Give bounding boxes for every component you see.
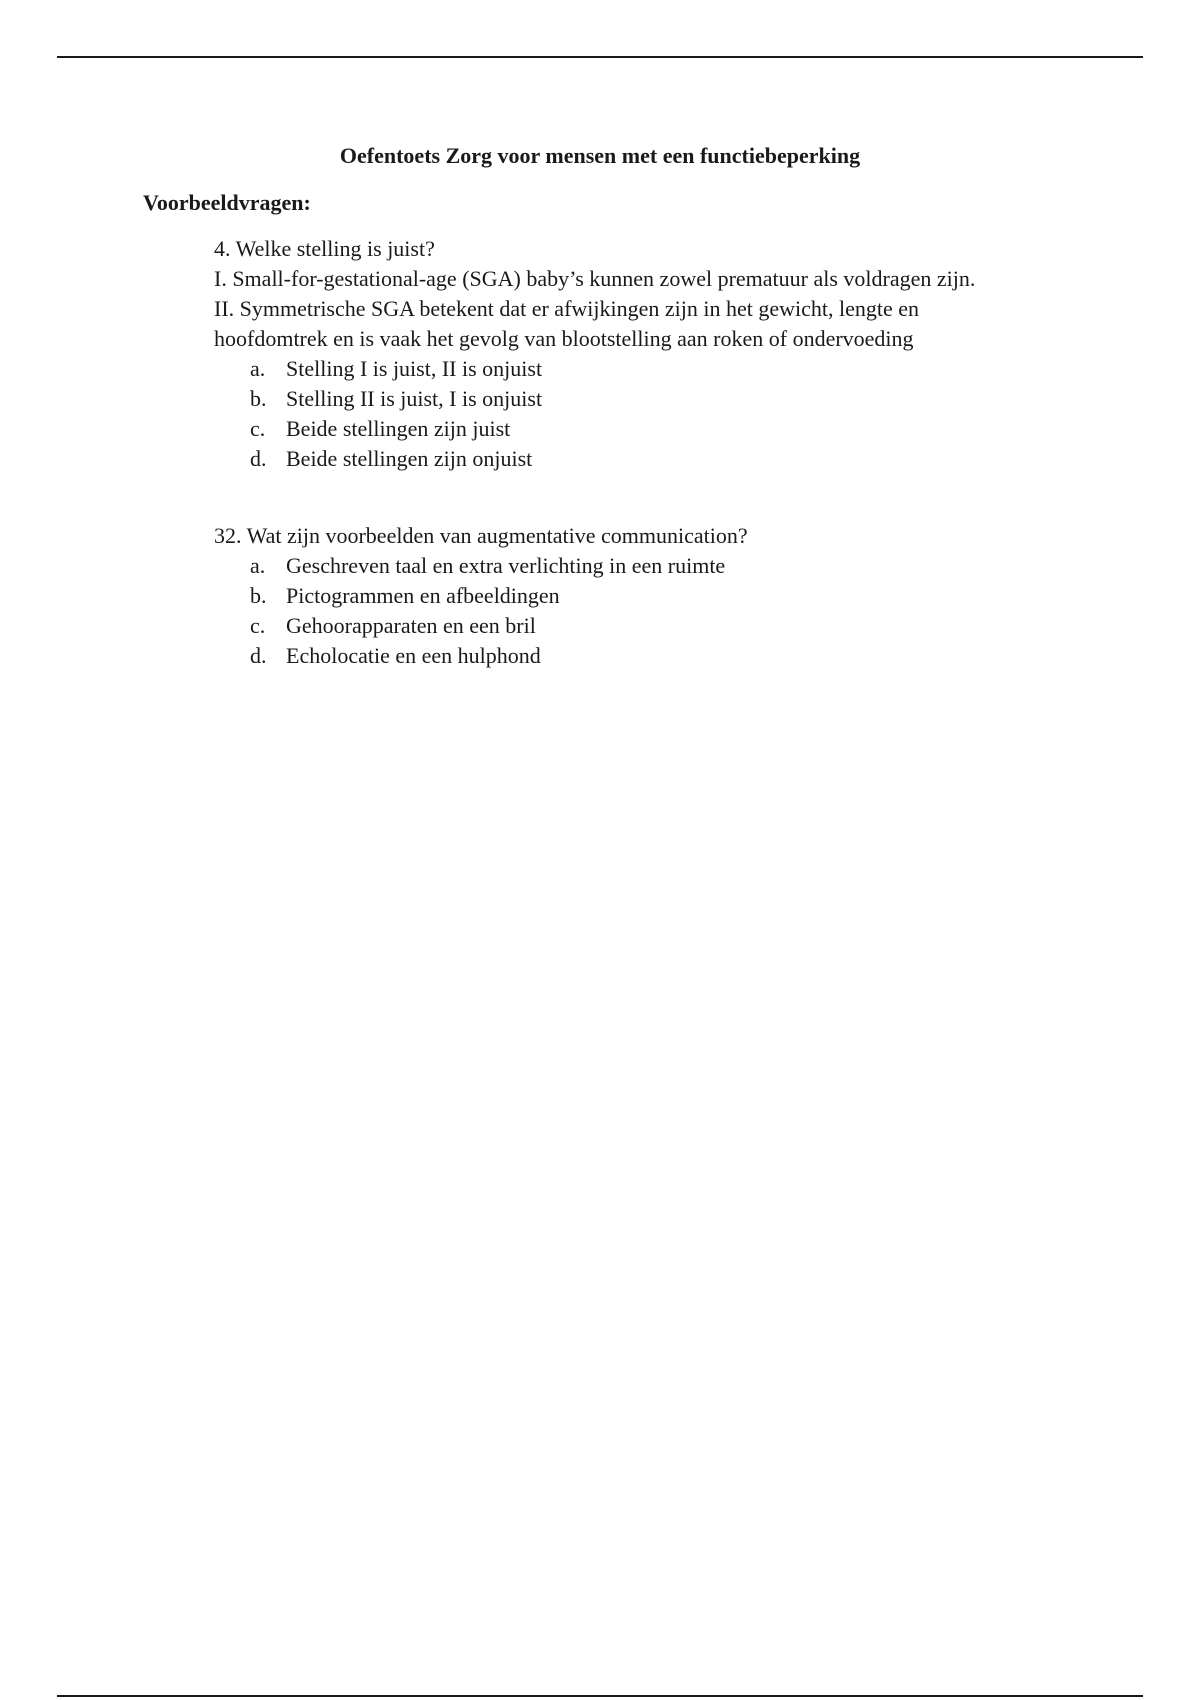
question-32-prompt: 32. Wat zijn voorbeelden van augmentative communication? <box>214 523 748 548</box>
option-b <box>214 581 1114 611</box>
option-letter: a. <box>250 356 266 381</box>
question-4-statement-1: I. Small-for-gestational-age (SGA) baby’s kunnen zowel prematuur als voldragen zijn. <box>214 266 976 291</box>
question-32 <box>214 521 1114 671</box>
option-text: Geschreven taal en extra verlichting in een ruimte <box>286 553 726 578</box>
top-divider <box>57 56 1143 58</box>
document-title: Oefentoets Zorg voor mensen met een functiebeperking <box>339 143 861 168</box>
question-4-statement-2-continued: hoofdomtrek en is vaak het gevolg van blootstelling aan roken of ondervoeding <box>214 326 914 351</box>
option-letter: d. <box>250 643 267 668</box>
option-text: Beide stellingen zijn onjuist <box>286 446 533 471</box>
option-letter: b. <box>250 386 267 411</box>
option-c <box>214 414 1114 444</box>
option-text: Beide stellingen zijn juist <box>286 416 511 441</box>
option-c <box>214 611 1114 641</box>
option-text: Echolocatie en een hulphond <box>286 643 541 668</box>
option-d <box>214 444 1114 474</box>
bottom-divider <box>57 1695 1143 1697</box>
option-text: Stelling II is juist, I is onjuist <box>286 386 543 411</box>
option-a <box>214 551 1114 581</box>
option-text: Stelling I is juist, II is onjuist <box>286 356 543 381</box>
option-letter: c. <box>250 613 266 638</box>
question-32-options <box>214 551 1114 671</box>
option-a <box>214 354 1114 384</box>
section-heading: Voorbeeldvragen: <box>143 190 311 215</box>
option-text: Gehoorapparaten en een bril <box>286 613 536 638</box>
option-letter: a. <box>250 553 266 578</box>
question-4-statement-2: II. Symmetrische SGA betekent dat er afwijkingen zijn in het gewicht, lengte en <box>214 296 920 321</box>
option-letter: c. <box>250 416 266 441</box>
option-letter: b. <box>250 583 267 608</box>
question-4-options <box>214 354 1114 474</box>
option-d <box>214 641 1114 671</box>
option-b <box>214 384 1114 414</box>
option-letter: d. <box>250 446 267 471</box>
question-4-prompt: 4. Welke stelling is juist? <box>214 236 435 261</box>
question-4 <box>214 234 1114 474</box>
option-text: Pictogrammen en afbeeldingen <box>286 583 560 608</box>
